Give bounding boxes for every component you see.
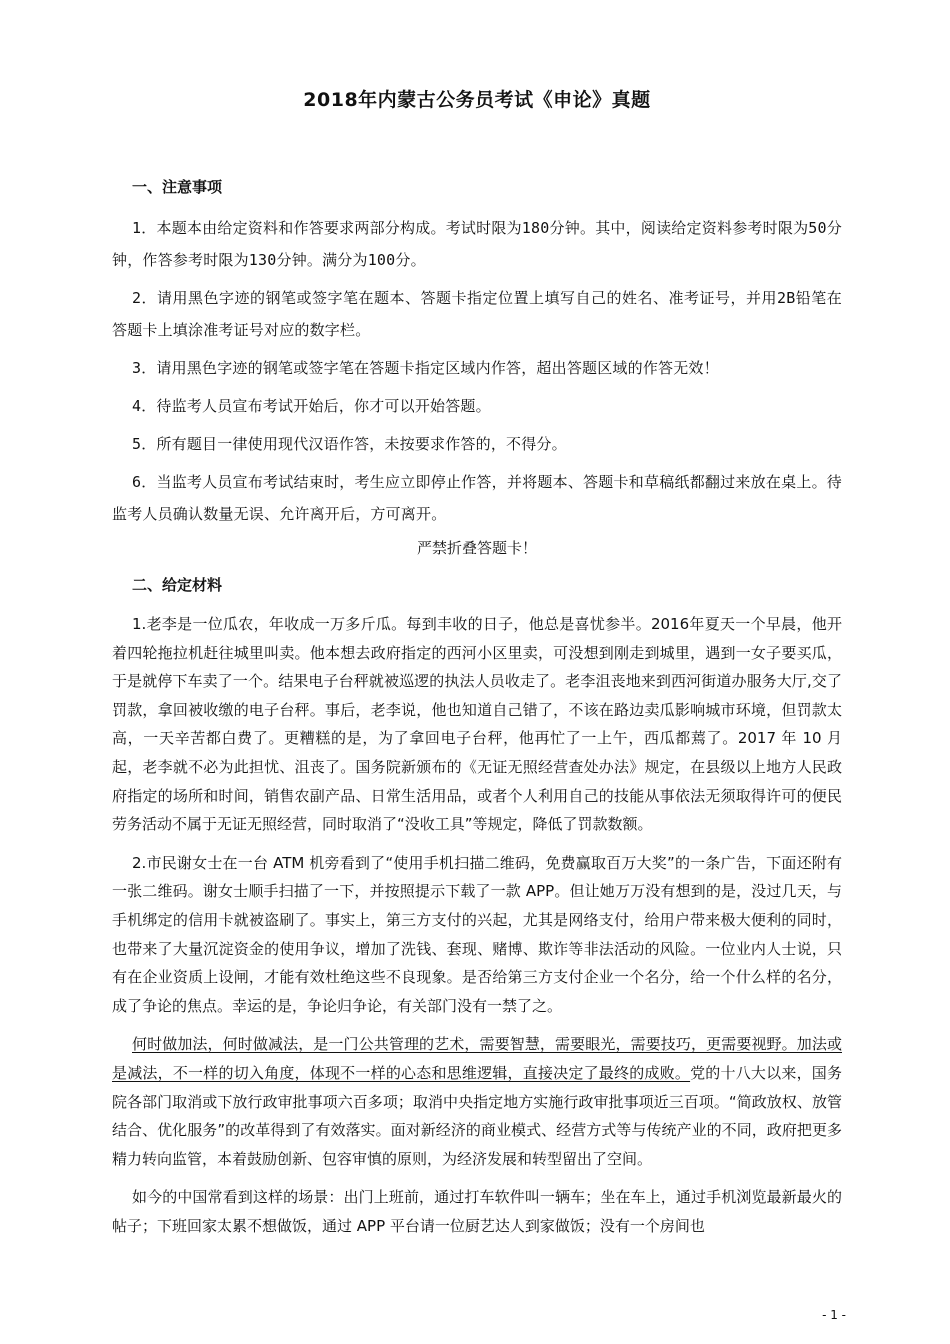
no-fold-warning: 严禁折叠答题卡！ (416, 539, 537, 557)
page-number: - 1 - (822, 1308, 846, 1322)
material-paragraph-4: 如今的中国常看到这样的场景：出门上班前，通过打车软件叫一辆车；坐在车上，通过手机浏览最新最火的帖子；下班回家太累不想做饭，通过 APP 平台请一位厨艺达人到家做饭；没有一个房间也 (112, 1188, 842, 1235)
paragraph-3-continuation: 党的十八大以来，国务院各部门取消或下放行政审批事项六百多项；取消中央指定地方实施行政审批事项近三百项。“简政放权、放管结合、优化服务”的改革得到了有效落实。面对新经济的商业模式、经营方式等与传统产业的不同，政府把更多精力转向监管，本着鼓励创新、包容审慎的原则，为经济发展和转型留出了空间。 (112, 1063, 842, 1168)
underlined-passage: 何时做加法，何时做减法，是一门公共管理的艺术，需要智慧，需要眼光，需要技巧，更需要视野。加法或是减法，不一样的切入角度，体现不一样的心态和思维逻辑，直接决定了最终的成败。 (112, 1035, 842, 1082)
material-paragraph-1: 1.老李是一位瓜农，年收成一万多斤瓜。每到丰收的日子，他总是喜忧参半。2016年夏天一个早晨，他开着四轮拖拉机赶往城里叫卖。他本想去政府指定的西河小区里卖，可没想到刚走到城里，遇到一女子要买瓜，于是就停下车卖了一个。结果电子台秤就被巡逻的执法人员收走了。老李沮丧地来到西河街道办服务大厅,交了罚款，拿回被收缴的电子台秤。事后，老李说，他也知道自己错了，不该在路边卖瓜影响城市环境，但罚款太高，一天辛苦都白费了。更糟糕的是，为了拿回电子台秤，他再忙了一上午，西瓜都蔫了。2017 年 10 月起，老李就不必为此担忧、沮丧了。国务院新颁布的《无证无照经营查处办法》规定，在县级以上地方人民政府指定的场所和时间，销售农副产品、日常生活用品，或者个人利用自己的技能从事依法无须取得许可的便民劳务活动不属于无证无照经营，同时取消了“没收工具”等规定，降低了罚款数额。 (112, 615, 842, 834)
notice-item-6: 6．当监考人员宣布考试结束时，考生应立即停止作答，并将题本、答题卡和草稿纸都翻过来放在桌上。待监考人员确认数量无误、允许离开后，方可离开。 (112, 473, 842, 523)
notice-item-1: 1．本题本由给定资料和作答要求两部分构成。考试时限为180分钟。其中，阅读给定资料参考时限为50分钟，作答参考时限为130分钟。满分为100分。 (112, 219, 842, 269)
document-title: 2018年内蒙古公务员考试《申论》真题 (303, 89, 651, 111)
notice-item-4: 4．待监考人员宣布考试开始后，你才可以开始答题。 (132, 397, 491, 415)
materials-section-heading: 二、给定材料 (132, 576, 223, 594)
notice-item-2: 2．请用黑色字迹的钢笔或签字笔在题本、答题卡指定位置上填写自己的姓名、准考证号，并用2B铅笔在答题卡上填涂准考证号对应的数字栏。 (112, 289, 842, 339)
notice-item-5: 5．所有题目一律使用现代汉语作答，未按要求作答的，不得分。 (132, 435, 567, 453)
material-paragraph-2: 2.市民谢女士在一台 ATM 机旁看到了“使用手机扫描二维码，免费赢取百万大奖”的一条广告，下面还附有一张二维码。谢女士顺手扫描了一下，并按照提示下载了一款 APP。但让她万万没有想到的是，没过几天，与手机绑定的信用卡就被盗刷了。事实上，第三方支付的兴起，尤其是网络支付，给用户带来极大便利的同时，也带来了大量沉淀资金的使用争议，增加了洗钱、套现、赌博、欺诈等非法活动的风险。一位业内人士说，只有在企业资质上设闸，才能有效杜绝这些不良现象。是否给第三方支付企业一个名分，给一个什么样的名分，成了争论的焦点。幸运的是，争论归争论，有关部门没有一禁了之。 (112, 853, 842, 1015)
notice-item-3: 3．请用黑色字迹的钢笔或签字笔在答题卡指定区域内作答，超出答题区域的作答无效！ (132, 359, 719, 377)
material-paragraph-3 (112, 1030, 842, 1173)
page-content (112, 86, 842, 1250)
notice-section-heading: 一、注意事项 (132, 178, 223, 196)
